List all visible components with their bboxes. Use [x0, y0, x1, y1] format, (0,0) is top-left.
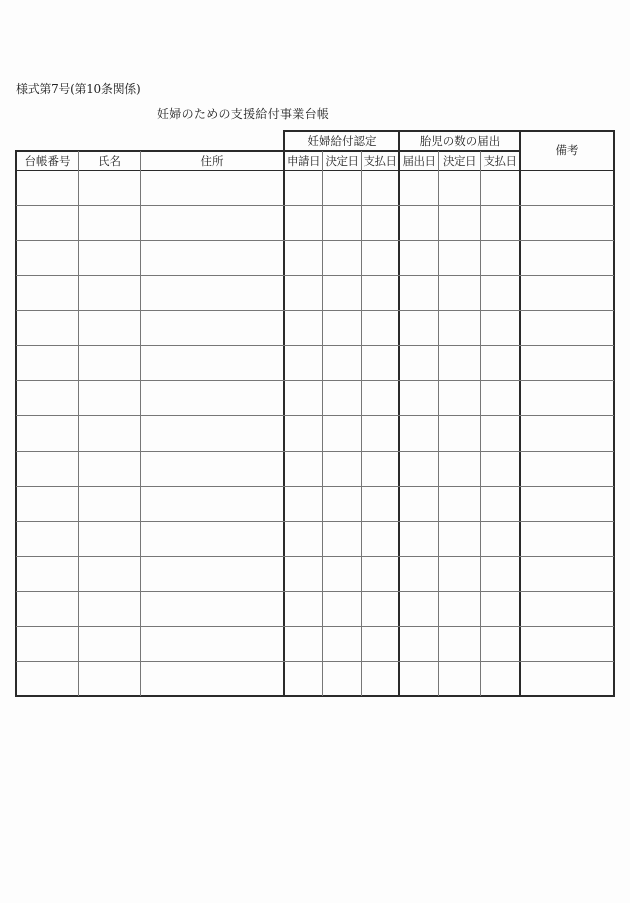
col-header-todokede-bi: 届出日: [402, 154, 436, 168]
table-top-border-main: [15, 150, 285, 152]
header-bottom-border: [15, 170, 615, 171]
table-row-divider: [16, 345, 614, 346]
col-header-shinsei-bi: 申請日: [287, 154, 320, 168]
form-number: 様式第7号(第10条関係): [16, 82, 141, 96]
col-header-shiharai-bi: 支払日: [363, 154, 397, 168]
table-row-divider: [16, 275, 614, 276]
table-left-border: [15, 150, 17, 697]
col-header-biko: 備考: [555, 143, 579, 157]
col-divider: [140, 151, 141, 696]
table-row-divider: [16, 591, 614, 592]
table-top-border-group: [284, 130, 615, 132]
group-header-ninpu-kyufu-nintei: 妊婦給付認定: [307, 134, 377, 148]
col-header-kettei-bi-2: 決定日: [443, 154, 476, 168]
table-row-divider: [16, 415, 614, 416]
col-divider-thick: [398, 130, 400, 697]
col-divider-thick: [283, 130, 285, 697]
col-divider-thick: [519, 130, 521, 697]
col-divider: [438, 151, 439, 696]
table-row-divider: [16, 661, 614, 662]
col-divider: [322, 151, 323, 696]
table-row-divider: [16, 451, 614, 452]
table-row-divider: [16, 521, 614, 522]
group-header-divider: [284, 150, 520, 152]
document-title: 妊婦のための支援給付事業台帳: [157, 107, 330, 121]
table-row-divider: [16, 380, 614, 381]
col-header-kettei-bi: 決定日: [325, 154, 359, 168]
table-row-divider: [16, 240, 614, 241]
col-header-shiharai-bi-2: 支払日: [483, 154, 517, 168]
table-bottom-border: [15, 695, 615, 697]
table-row-divider: [16, 205, 614, 206]
table-row-divider: [16, 486, 614, 487]
table-right-border: [613, 130, 615, 697]
col-header-jusho: 住所: [200, 154, 224, 168]
col-divider: [78, 151, 79, 696]
col-divider: [480, 151, 481, 696]
col-header-daicho-bango: 台帳番号: [24, 154, 71, 168]
col-divider: [361, 151, 362, 696]
group-header-taiji-todokede: 胎児の数の届出: [419, 134, 501, 148]
table-row-divider: [16, 310, 614, 311]
table-row-divider: [16, 626, 614, 627]
table-row-divider: [16, 556, 614, 557]
col-header-shimei: 氏名: [98, 154, 121, 168]
